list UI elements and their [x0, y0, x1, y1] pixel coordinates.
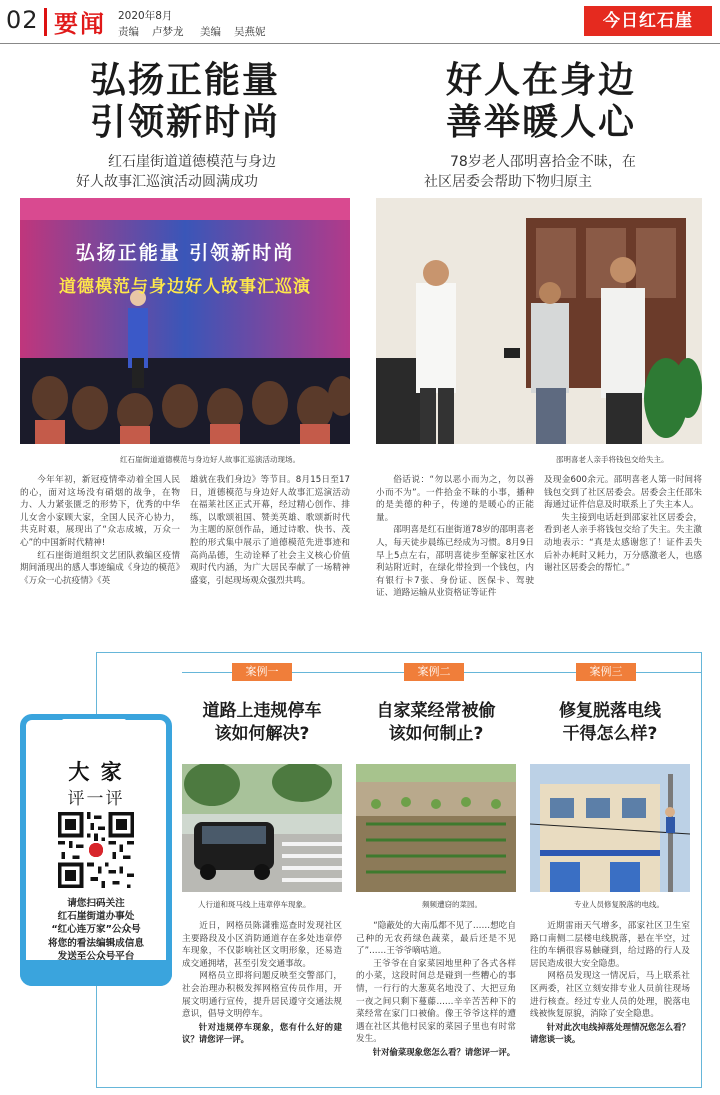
left-subheadline	[76, 152, 356, 192]
tag-line	[636, 672, 702, 673]
left-subheadline-line2: 好人故事汇巡演活动圆满成功	[76, 174, 258, 190]
left-paragraph-3: 雄就在我们身边》等节目。8月15日至17日，道德模范与身边好人故事汇巡演活动在福莱社区正式开幕，经过精心创作、排练，以歌颂祖国、赞美英雄、歌颂新时代为主题的原创作品，通过诗歌、快书、茂腔的形式集中展示了道德模范先进事迹和高尚品德，生动诠释了社会主义核心价值观时代内涵，为广大居民奉献了一场精神盛宴，引起现场观众强烈共鸣。	[190, 475, 350, 586]
tag-line	[182, 672, 232, 673]
right-paragraph-4: 失主接到电话赶到邵家社区居委会，看到老人亲手将钱包交给了失主。失主激动地表示：“真是太感谢您了！证件丢失后补办耗时又耗力，万分感激老人，也感谢社区居委会的帮忙。”	[544, 512, 702, 574]
case-2-title	[356, 700, 516, 746]
right-photo	[376, 198, 702, 444]
left-paragraph-2: 红石崖街道组织文艺团队救编区疫情期间涌现出的感人事迹编成《身边的模范》《万众一心抗疫情》《英	[20, 550, 180, 586]
case-2-title-line1: 自家菜经常被偷	[376, 701, 496, 721]
right-subheadline	[424, 152, 704, 192]
case-2-title-line2: 该如何制止?	[388, 724, 484, 744]
case-3-paragraph-1: 近期雷雨天气增多，邵家社区卫生室路口南侧二层楼电线脱落，悬在半空，过往的车辆很容易触碰到，给过路的行人及居民造成很大安全隐患。	[530, 921, 690, 969]
vegetable-garden-image	[356, 764, 516, 892]
wallet-handover-image	[376, 198, 702, 444]
case-1-title-line1: 道路上违规停车	[202, 701, 322, 721]
case-1-photo	[182, 764, 342, 892]
section-divider	[44, 8, 47, 36]
case-3-question: 针对此次电线掉落处理情况您怎么看？请您谈一谈。	[530, 1021, 690, 1045]
tag-line	[292, 672, 404, 673]
left-body-col1	[20, 474, 180, 587]
tag-line	[464, 672, 576, 673]
right-body-col2	[544, 474, 702, 575]
promo-line-2: 红石崖街道办事处	[57, 911, 135, 923]
left-headline	[20, 60, 350, 144]
case-1-question: 针对违规停车现象，您有什么好的建议？请您评一评。	[182, 1021, 342, 1045]
editor-label: 责编	[118, 26, 139, 38]
designer-label: 美编	[200, 26, 221, 38]
promo-line-5: 发送至公众号平台	[57, 950, 135, 962]
promo-instructions	[26, 897, 166, 963]
promo-subtitle: 评一评	[67, 789, 125, 809]
case-3-paragraph-2: 网格员发现这一情况后，马上联系社区两委，社区立刻安排专业人员前往现场进行核查。经过专业人员的处理，脱落电线被恢复原貌，消除了安全隐患。	[530, 971, 690, 1020]
left-paragraph-1: 今年年初，新冠疫情牵动着全国人民的心，面对这场没有硝烟的战争，在物力、人力紧张匮乏的形势下，优秀的中华儿女舍小家顾大家，全国人民齐心协力，共克时艰，展现出了“众志成城，万众一心”的中国新时代精神!	[20, 475, 180, 548]
promo-title: 大 家	[68, 760, 124, 784]
wire-repair-image	[530, 764, 690, 892]
case-1-paragraph-2: 网格员立即将问题反映至交警部门，社会治理办积极发挥网格宣传员作用，开展文明通行宣传，提升居民遵守交通法规意识，倡导文明停车。	[182, 971, 342, 1020]
case-tag-3: 案例三	[576, 663, 636, 681]
case-1-title-line2: 该如何解决?	[214, 724, 310, 744]
right-headline-line1: 好人在身边	[445, 60, 636, 101]
phone-bottom-bar	[20, 960, 172, 986]
case-2-body	[356, 920, 516, 1059]
qr-code-icon[interactable]	[58, 812, 134, 888]
stage-performance-image	[20, 198, 350, 444]
case-3-title	[530, 700, 690, 746]
case-2-photo	[356, 764, 516, 892]
case-1-body	[182, 920, 342, 1046]
banner-line2: 道德模范与身边好人故事汇巡演	[59, 277, 311, 297]
case-3-title-line1: 修复脱落电线	[559, 701, 661, 721]
right-paragraph-2: 邵明喜是红石崖街道78岁的邵明喜老人，每天徒步晨练已经成为习惯。8月9日早上5点左右，邵明喜徒步至解家社区水利站附近时，在绿化带捡到一个钱包，内有银行卡7张、身份证、医保卡、驾驶证、道路运输从业资格证等证件	[376, 525, 534, 599]
left-subheadline-line1: 红石崖街道道德模范与身边	[108, 154, 276, 170]
case-2-caption: 频频遭窃的菜园。	[422, 900, 482, 909]
case-1-title	[182, 700, 342, 746]
banner-line1: 弘扬正能量 引领新时尚	[75, 242, 295, 264]
right-paragraph-1: 俗话说：“勿以恶小而为之，勿以善小而不为”。一件拾金不昧的小事，播种的是美德的种子，传递的是暖心的正能量。	[376, 475, 534, 523]
right-subheadline-line2: 社区居委会帮助下物归原主	[424, 174, 592, 190]
case-2-question: 针对偷菜现象您怎么看？请您评一评。	[372, 1046, 516, 1057]
phone-speaker-icon	[62, 719, 126, 723]
left-headline-line2: 引领新时尚	[89, 102, 280, 143]
right-photo-caption: 邵明喜老人亲手将钱包交给失主。	[556, 455, 669, 464]
right-paragraph-3: 及现金600余元。邵明喜老人第一时间将钱包交到了社区居委会。居委会主任邵朱海通过证件信息及时联系上了失主本人。	[544, 475, 702, 511]
case-1-caption: 人行道和斑马线上违章停车现象。	[198, 900, 311, 909]
case-2-paragraph-1: “隐蔽处的大南瓜都不见了……想吃自己种的无农药绿色蔬菜，最后还是不见了”……王爷爷嘀咕道。	[356, 921, 516, 957]
case-tag-1: 案例一	[232, 663, 292, 681]
case-1-paragraph-1: 近日，网格员陈潇雅巡查时发现社区主要路段及小区消防通道存在多处违章停车现象，不仅影响社区文明形象，还易造成交通拥堵，甚至引发交通事故。	[182, 921, 342, 969]
case-3-body	[530, 920, 690, 1046]
right-body-col1	[376, 474, 534, 600]
page-number: 02	[6, 6, 39, 34]
case-3-title-line2: 干得怎么样?	[562, 724, 658, 744]
right-headline-line2: 善举暖人心	[445, 102, 636, 143]
case-tag-2: 案例二	[404, 663, 464, 681]
left-headline-line1: 弘扬正能量	[89, 60, 280, 101]
right-headline	[376, 60, 706, 144]
promo-line-1: 请您扫码关注	[67, 898, 125, 909]
case-3-photo	[530, 764, 690, 892]
case-3-caption: 专业人员修复脱落的电线。	[574, 900, 664, 909]
case-2-paragraph-2: 王爷爷在自家菜园地里种了各式各样的小菜，这段时间总是碰到一些糟心的事情，一行行的大葱莫名地没了、大把豆角一夜之间只剩下蔓藤……辛辛苦苦种下的菜经常在家门口被偷。像王爷爷这样的遭遇在社区其他村民家的菜园子里也有时常发生。	[356, 958, 516, 1045]
issue-date: 2020年8月	[118, 10, 173, 22]
newspaper-logo: 今日红石崖	[584, 6, 712, 36]
designer-name: 吴燕妮	[234, 26, 266, 38]
promo-line-3: “红心连万家”公众号	[51, 924, 141, 936]
left-photo	[20, 198, 350, 444]
left-body-col2	[190, 474, 350, 587]
promo-line-4: 将您的看法编辑成信息	[48, 937, 144, 949]
right-subheadline-line1: 78岁老人邵明喜拾金不昧，在	[450, 154, 636, 170]
left-photo-caption: 红石崖街道道德模范与身边好人故事汇巡演活动现场。	[120, 455, 300, 464]
editor-name: 卢梦龙	[152, 26, 184, 38]
section-name: 要闻	[54, 10, 106, 38]
parked-car-image	[182, 764, 342, 892]
